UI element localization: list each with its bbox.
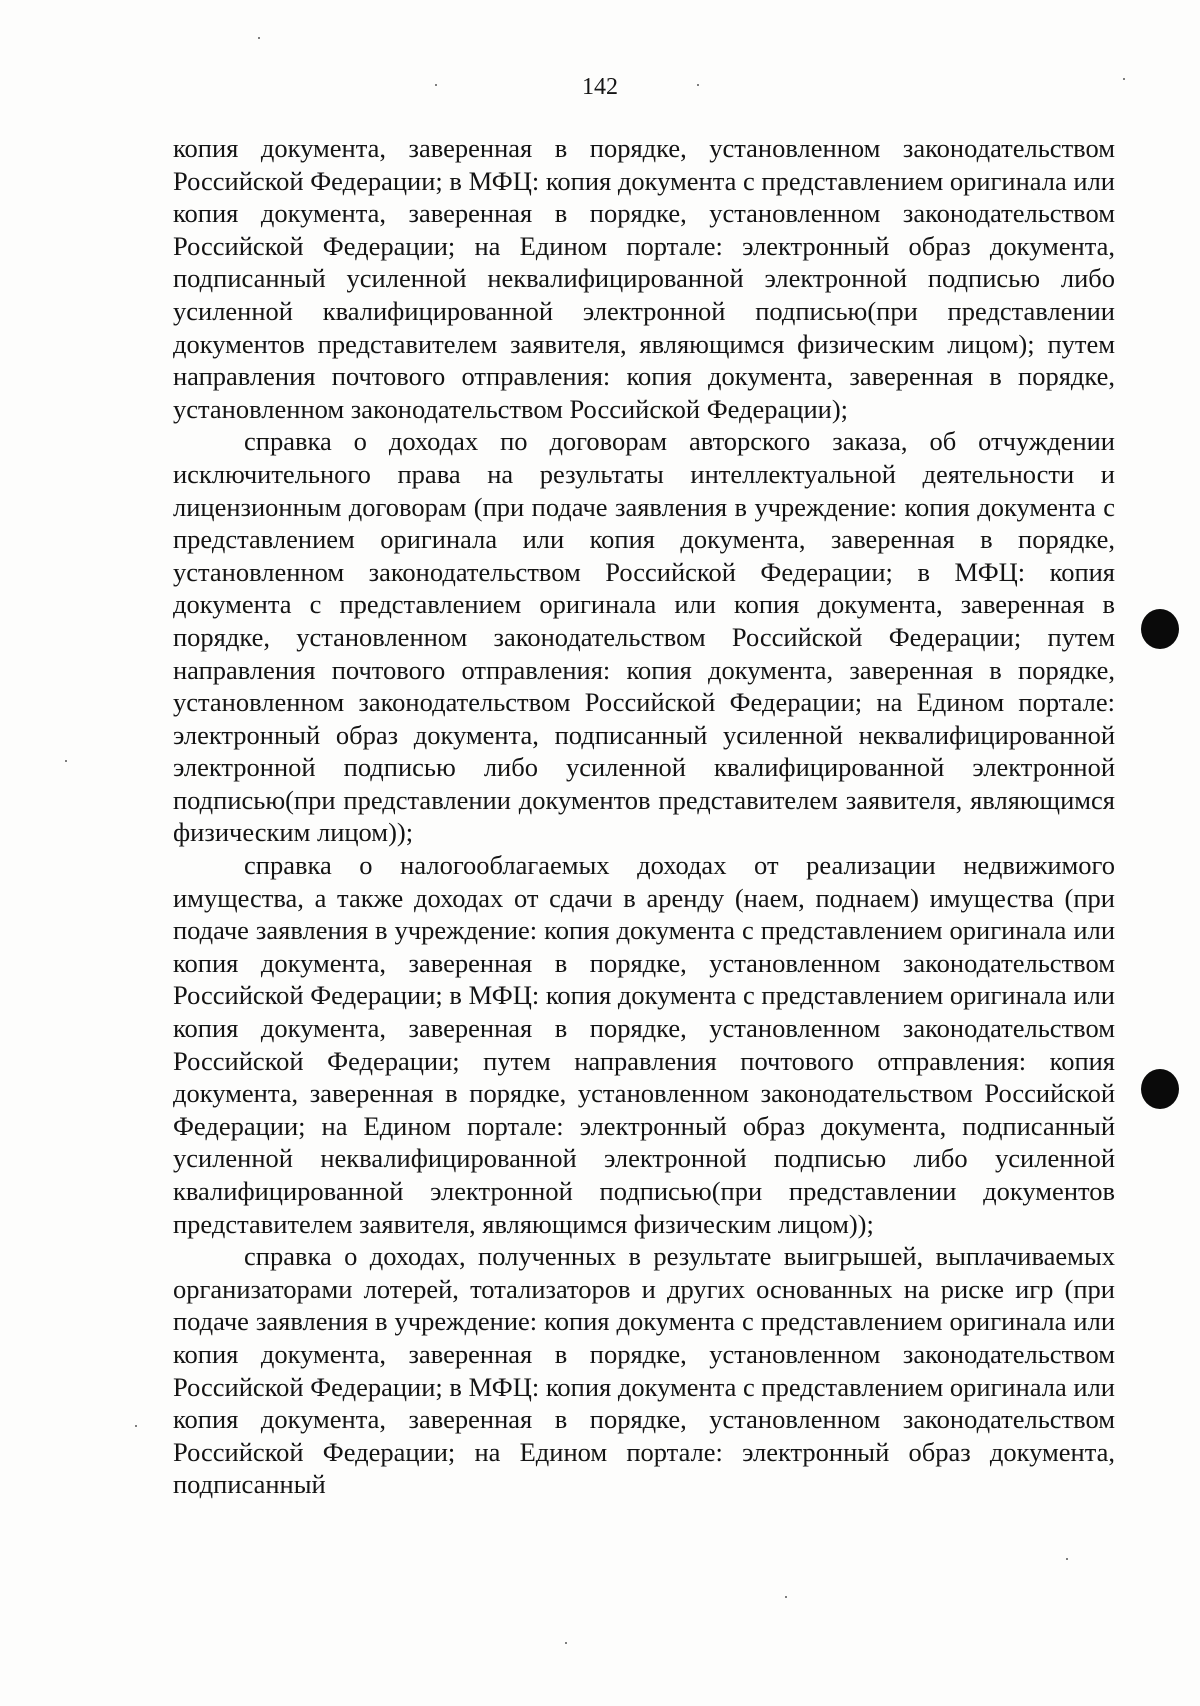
document-body (173, 132, 1115, 1501)
scan-speck (258, 37, 260, 39)
scan-speck (65, 760, 67, 762)
paragraph-lottery-winnings-income: справка о доходах, полученных в результате выигрышей, выплачиваемых организаторами лотерей, тотализаторов и других основанных на риске игр (при подаче заявления в учреждение: копия документа с представлением оригинала или копия документа, заверенная в порядке, установленном законодательством Российской Федерации; в МФЦ: копия документа с представлением оригинала или копия документа, заверенная в порядке, установленном законодательством Российской Федерации; на Едином портале: электронный образ документа, подписанный (173, 1241, 1115, 1500)
page-number: 142 (582, 74, 618, 100)
paragraph-author-contracts-income: справка о доходах по договорам авторского заказа, об отчуждении исключительного права на результаты интеллектуальной деятельности и лицензионным договорам (при подаче заявления в учреждение: копия документа с представлением оригинала или копия документа, заверенная в порядке, установленном законодательством Российской Федерации; в МФЦ: копия документа с представлением оригинала или копия документа, заверенная в порядке, установленном законодательством Российской Федерации; путем направления почтового отправления: копия документа, заверенная в порядке, установленном законодательством Российской Федерации; на Едином портале: электронный образ документа, подписанный усиленной неквалифицированной электронной подписью либо усиленной квалифицированной электронной подписью(при представлении документов представителем заявителя, являющимся физическим лицом)); (173, 426, 1115, 848)
scan-speck (697, 84, 699, 86)
scan-speck (135, 1425, 137, 1427)
paragraph-continuation: копия документа, заверенная в порядке, установленном законодательством Российской Федерации; в МФЦ: копия документа с представлением оригинала или копия документа, заверенная в порядке, установленном законодательством Российской Федерации; на Едином портале: электронный образ документа, подписанный усиленной неквалифицированной электронной подписью либо усиленной квалифицированной электронной подписью(при представлении документов представителем заявителя, являющимся физическим лицом); путем направления почтового отправления: копия документа, заверенная в порядке, установленном законодательством Российской Федерации); (173, 133, 1115, 424)
scan-speck (565, 1642, 567, 1644)
scan-speck (785, 1596, 787, 1598)
scan-speck (1123, 78, 1125, 80)
scan-speck (435, 84, 437, 86)
scan-speck (1066, 1558, 1068, 1560)
paragraph-real-estate-income: справка о налогооблагаемых доходах от реализации недвижимого имущества, а также доходах от сдачи в аренду (наем, поднаем) имущества (при подаче заявления в учреждение: копия документа с представлением оригинала или копия документа, заверенная в порядке, установленном законодательством Российской Федерации; в МФЦ: копия документа с представлением оригинала или копия документа, заверенная в порядке, установленном законодательством Российской Федерации; путем направления почтового отправления: копия документа, заверенная в порядке, установленном законодательством Российской Федерации; на Едином портале: электронный образ документа, подписанный усиленной неквалифицированной электронной подписью либо усиленной квалифицированной электронной подписью(при представлении документов представителем заявителя, являющимся физическим лицом)); (173, 850, 1115, 1239)
punch-hole-top (1141, 609, 1179, 649)
punch-hole-bottom (1141, 1069, 1179, 1109)
